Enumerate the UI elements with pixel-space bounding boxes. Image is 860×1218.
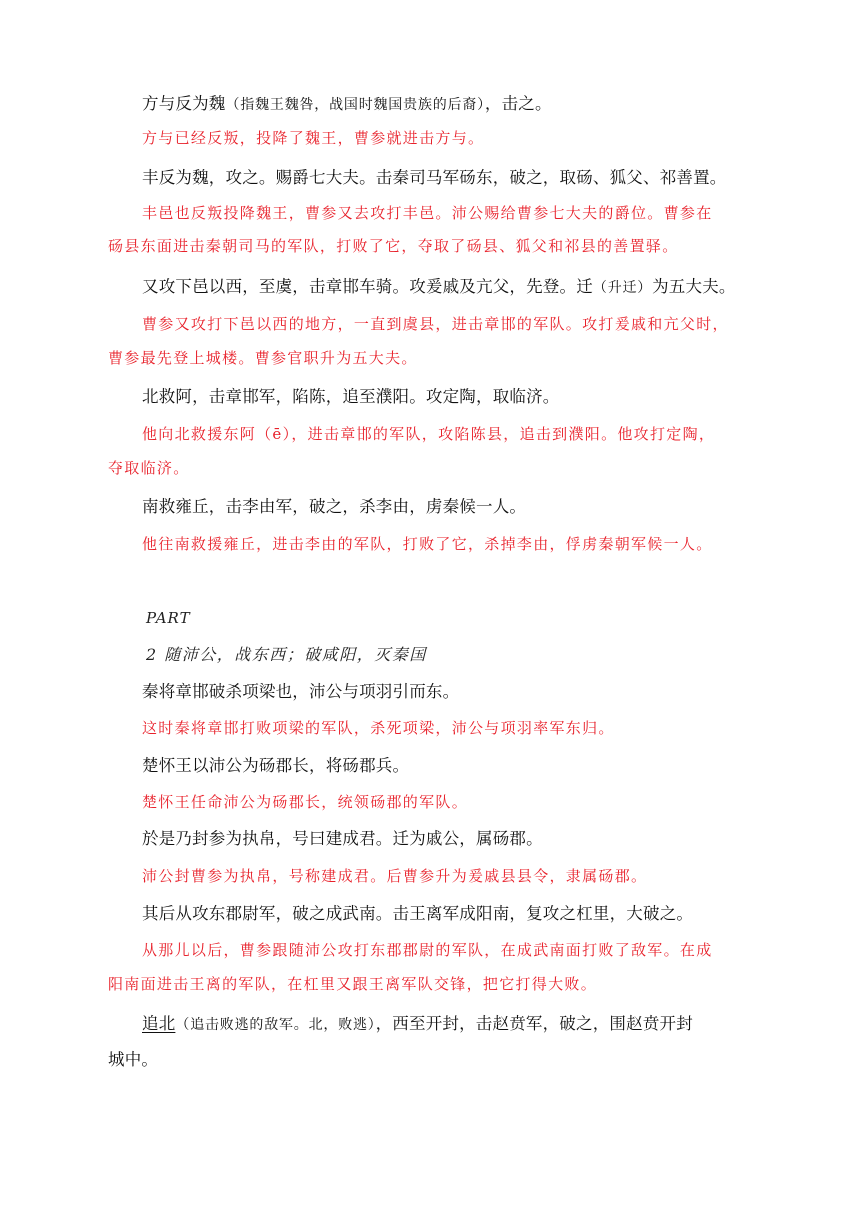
original-line [142,279,736,296]
annotation-note: （追击败逃的敌军。北，败逃） [175,1017,376,1033]
original-line: 於是乃封参为执帛，号曰建成君。迁为戚公，属砀郡。 [142,829,543,848]
translation-line: 从那儿以后，曹参跟随沛公攻打东郡郡尉的军队，在成武南面打败了敌军。在成 [142,941,713,959]
original-text: 方与反为魏 [142,94,226,113]
translation-line: 丰邑也反叛投降魏王，曹参又去攻打丰邑。沛公赐给曹参七大夫的爵位。曹参在 [142,204,713,222]
section-title: 2 随沛公，战东西；破咸阳，灭秦国 [146,645,427,664]
original-text: ，西至开封，击赵贲军，破之，围赵贲开封 [375,1014,693,1033]
original-line: 南救雍丘，击李由军，破之，杀李由，虏秦候一人。 [142,497,527,516]
annotation-note: （指魏王魏咎，战国时魏国贵族的后裔） [225,97,485,113]
translation-line: 这时秦将章邯打败项梁的军队，杀死项梁，沛公与项羽率军东归。 [142,719,615,737]
original-line: 北救阿，击章邯军，陷陈，追至濮阳。攻定陶，取临济。 [142,387,560,406]
original-line [142,96,552,113]
translation-line: 他向北救援东阿（ē），进击章邯的军队，攻陷陈县，追击到濮阳。他攻打定陶， [142,425,716,443]
original-line: 城中。 [108,1050,159,1069]
translation-line: 阳南面进击王离的军队，在杠里又跟王离军队交锋，把它打得大败。 [108,975,598,993]
underlined-term: 追北 [142,1014,176,1033]
original-line: 丰反为魏，攻之。赐爵七大夫。击秦司马军砀东，破之，取砀、狐父、祁善置。 [142,168,727,187]
translation-line: 楚怀王任命沛公为砀郡长，统领砀郡的军队。 [142,793,469,811]
original-line: 其后从攻东郡尉军，破之成武南。击王离军成阳南，复攻之杠里，大破之。 [142,904,694,923]
annotation-note: （升迁） [592,280,653,296]
translation-line: 方与已经反叛，投降了魏王，曹参就进击方与。 [142,129,485,147]
original-line [142,1016,693,1033]
original-text: ，击之。 [484,94,552,113]
original-text: 为五大夫。 [652,277,736,296]
translation-line: 曹参最先登上城楼。曹参官职升为五大夫。 [108,349,418,367]
translation-line: 沛公封曹参为执帛，号称建成君。后曹参升为爰戚县县令，隶属砀郡。 [142,867,648,885]
translation-line: 他往南救援雍丘，进击李由的军队，打败了它，杀掉李由，俘虏秦朝军候一人。 [142,535,713,553]
original-line: 楚怀王以沛公为砀郡长，将砀郡兵。 [142,756,410,775]
translation-line: 夺取临济。 [108,459,190,477]
translation-line: 砀县东面进击秦朝司马的军队，打败了它，夺取了砀县、狐父和祁县的善置驿。 [108,237,679,255]
original-text: 又攻下邑以西，至虞，击章邯车骑。攻爰戚及亢父，先登。迁 [142,277,593,296]
translation-line: 曹参又攻打下邑以西的地方，一直到虞县，进击章邯的军队。攻打爰戚和亢父时， [142,315,729,333]
original-line: 秦将章邯破杀项梁也，沛公与项羽引而东。 [142,682,460,701]
part-label: PART [146,609,191,627]
